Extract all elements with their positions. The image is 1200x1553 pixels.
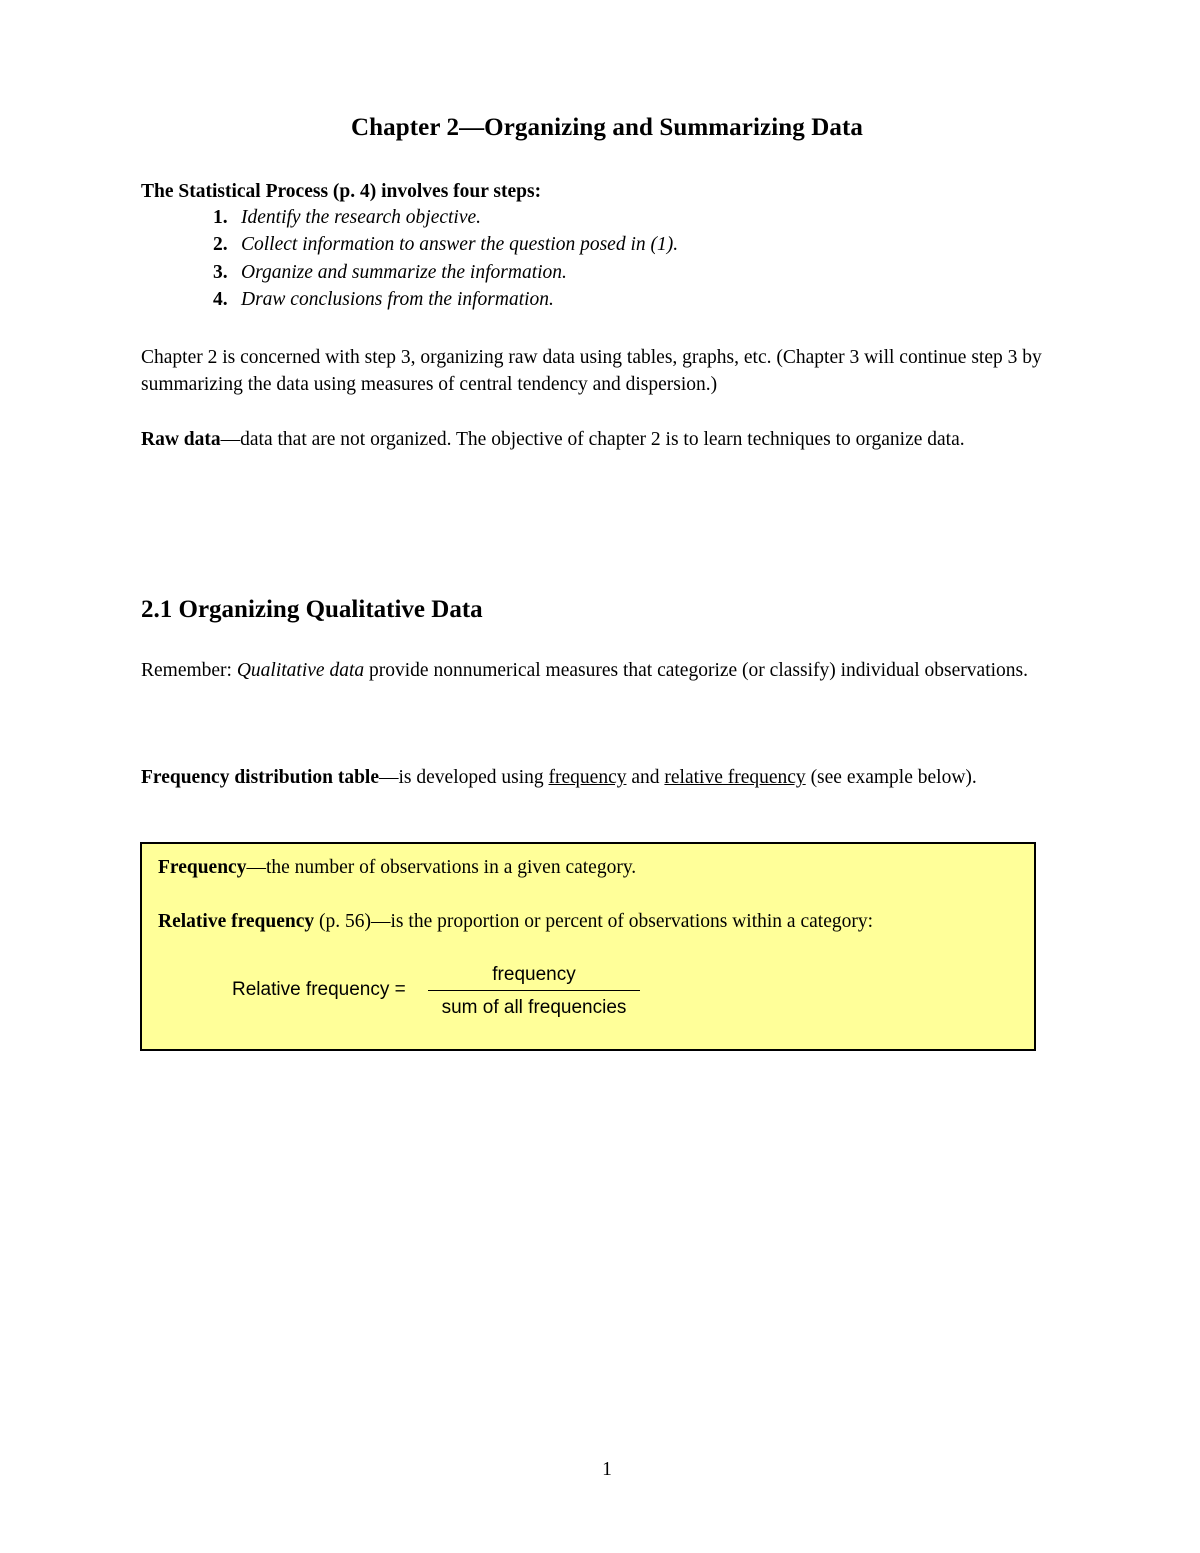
remember-lead: Remember:: [141, 660, 237, 681]
step-number: 3.: [213, 261, 228, 283]
frequency-table-paragraph: [141, 764, 1071, 791]
and-text: and: [626, 767, 665, 788]
frequency-table-text: —is developed using: [379, 767, 549, 788]
qualitative-data-term: Qualitative data: [236, 660, 365, 681]
step-text: Organize and summarize the information.: [241, 261, 567, 283]
see-example-text: (see example below).: [805, 767, 977, 788]
relative-frequency-term: Relative frequency: [158, 911, 315, 932]
page-number: 1: [602, 1459, 612, 1480]
relative-frequency-def-text: (p. 56)—is the proportion or percent of observations within a category:: [314, 911, 874, 932]
raw-data-definition: —data that are not organized. The objective of chapter 2 is to learn techniques to organize data.: [220, 429, 965, 450]
qualitative-data-paragraph: [141, 657, 1071, 684]
list-item: [213, 259, 678, 286]
frequency-underlined: frequency: [548, 767, 627, 788]
raw-data-term: Raw data: [141, 429, 221, 450]
step-text: Collect information to answer the question posed in (1).: [241, 234, 679, 256]
relative-frequency-underlined: relative frequency: [664, 767, 806, 788]
frequency-term: Frequency: [158, 857, 247, 878]
formula-label: Relative frequency =: [232, 979, 406, 1000]
frequency-definition: [158, 854, 636, 881]
raw-data-paragraph: [141, 426, 1071, 453]
page-title: Chapter 2—Organizing and Summarizing Data: [351, 114, 863, 141]
list-item: [213, 231, 678, 258]
qualitative-data-definition: provide nonnumerical measures that categorize (or classify) individual observations.: [364, 660, 1028, 681]
step-text: Identify the research objective.: [241, 207, 482, 228]
step-text: Draw conclusions from the information.: [241, 288, 554, 310]
process-heading: The Statistical Process (p. 4) involves four steps:: [141, 181, 542, 202]
definition-box: [140, 842, 1036, 1051]
chapter-scope-paragraph: Chapter 2 is concerned with step 3, organizing raw data using tables, graphs, etc. (Chapter 3 will continue step 3 by summarizing the data using measures of central tendency and dispersion.): [141, 347, 1042, 395]
step-number: 1.: [213, 207, 228, 228]
formula-fraction: [428, 962, 640, 1021]
frequency-table-term: Frequency distribution table: [141, 767, 379, 788]
step-number: 2.: [213, 234, 228, 256]
list-item: [213, 204, 678, 231]
section-title: 2.1 Organizing Qualitative Data: [141, 596, 483, 623]
fraction-bar: [428, 990, 640, 991]
frequency-def-text: —the number of observations in a given category.: [246, 857, 637, 878]
formula-numerator: frequency: [492, 964, 576, 985]
formula-denominator: sum of all frequencies: [441, 997, 627, 1018]
process-steps-list: [213, 204, 678, 313]
step-number: 4.: [213, 288, 228, 310]
list-item: [213, 286, 678, 313]
relative-frequency-definition: [158, 908, 873, 935]
